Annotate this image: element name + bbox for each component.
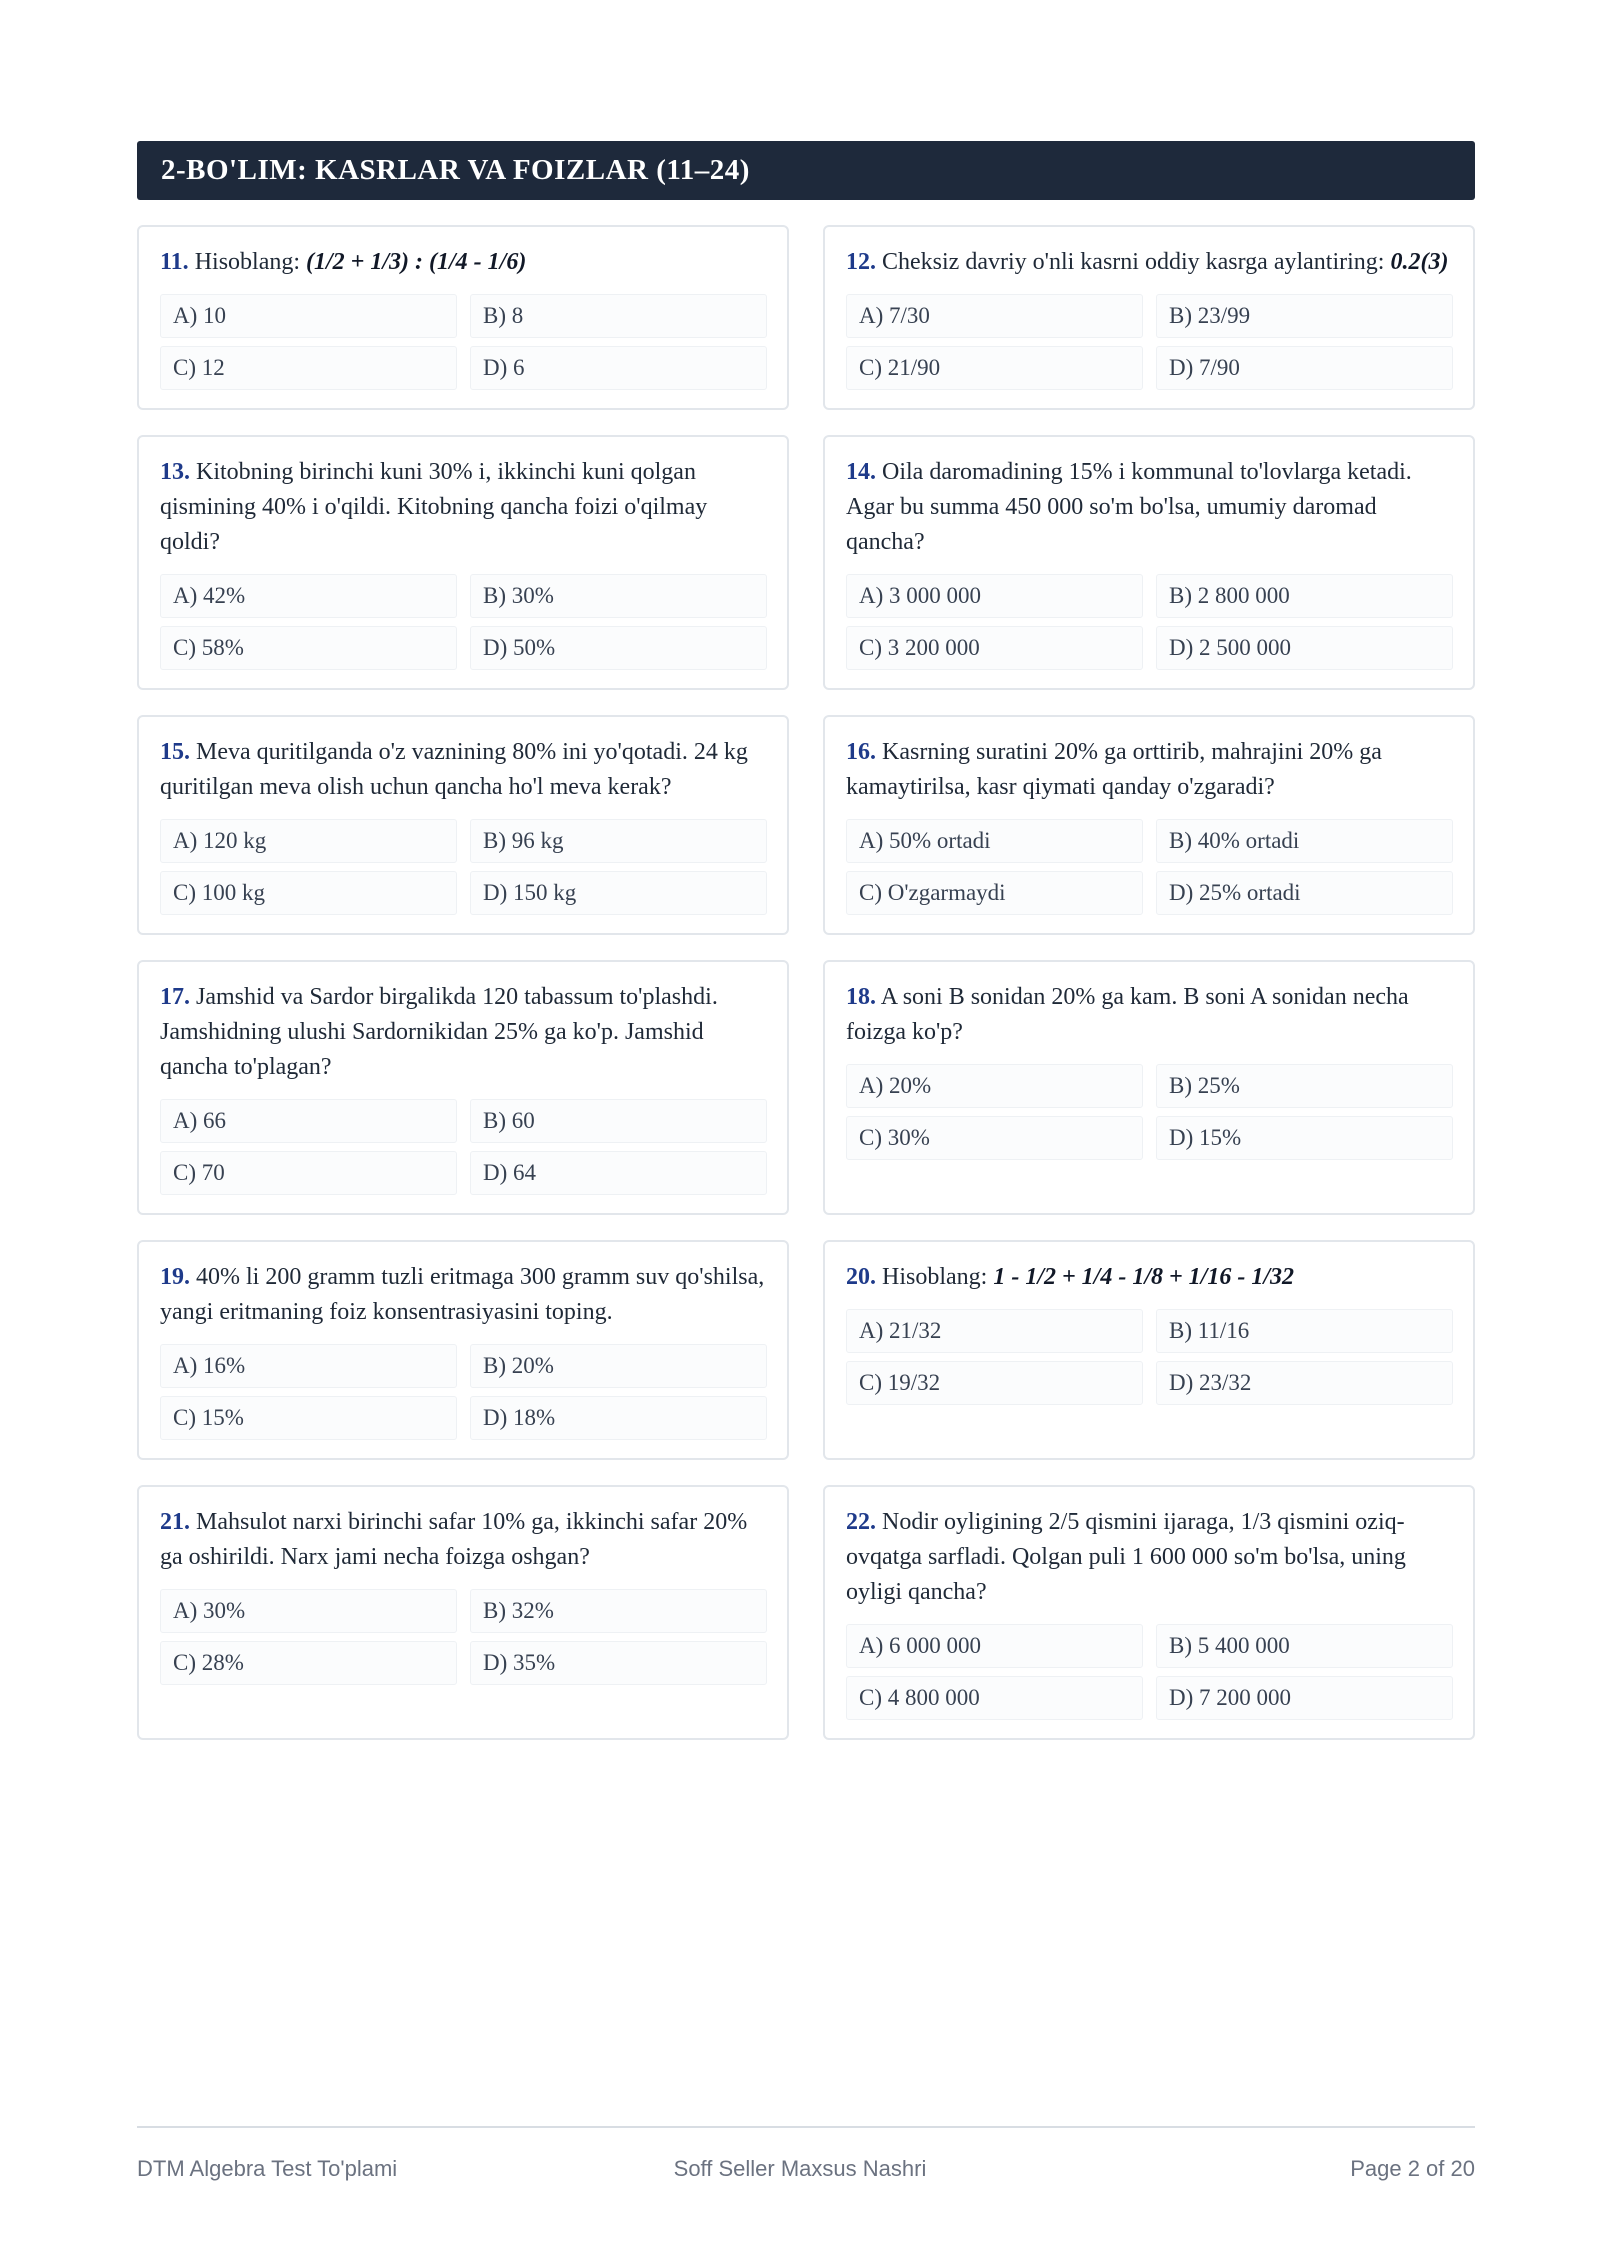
question-text [160, 1505, 767, 1575]
question-text [846, 735, 1453, 805]
question-text [846, 245, 1453, 280]
option-a[interactable]: A) 42% [160, 574, 457, 618]
option-b[interactable]: B) 11/16 [1156, 1309, 1453, 1353]
question-number: 14. [846, 459, 876, 485]
question-body: Kasrning suratini 20% ga orttirib, mahrajini 20% ga kamaytirilsa, kasr qiymati qanday o'zgaradi? [846, 739, 1382, 800]
question-number: 17. [160, 984, 190, 1010]
option-b[interactable]: B) 8 [470, 294, 767, 338]
footer-divider [137, 2126, 1475, 2128]
answer-options [846, 1309, 1453, 1405]
option-c[interactable]: C) 70 [160, 1151, 457, 1195]
footer-left-text: DTM Algebra Test To'plami [137, 2156, 398, 2181]
question-card [823, 960, 1475, 1215]
question-card [823, 1485, 1475, 1740]
option-c[interactable]: C) 58% [160, 626, 457, 670]
question-body: Mahsulot narxi birinchi safar 10% ga, ikkinchi safar 20% ga oshirildi. Narx jami necha foizga oshgan? [160, 1509, 748, 1570]
option-a[interactable]: A) 30% [160, 1589, 457, 1633]
question-number: 22. [846, 1509, 876, 1535]
option-b[interactable]: B) 5 400 000 [1156, 1624, 1453, 1668]
question-expression: 1 - 1/2 + 1/4 - 1/8 + 1/16 - 1/32 [993, 1264, 1294, 1290]
question-number: 19. [160, 1264, 190, 1290]
option-b[interactable]: B) 25% [1156, 1064, 1453, 1108]
option-c[interactable]: C) 4 800 000 [846, 1676, 1143, 1720]
question-number: 20. [846, 1264, 876, 1290]
option-c[interactable]: C) 28% [160, 1641, 457, 1685]
option-c[interactable]: C) 12 [160, 346, 457, 390]
question-body: Oila daromadining 15% i kommunal to'lovlarga ketadi. Agar bu summa 450 000 so'm bo'lsa, umumiy daromad qancha? [846, 459, 1412, 555]
answer-options [846, 1064, 1453, 1160]
section-title: 2-BO'LIM: KASRLAR VA FOIZLAR (11–24) [137, 141, 1475, 200]
question-text [160, 1260, 767, 1330]
question-body: Cheksiz davriy o'nli kasrni oddiy kasrga aylantiring: [882, 249, 1391, 275]
option-c[interactable]: C) 3 200 000 [846, 626, 1143, 670]
question-card [823, 435, 1475, 690]
option-d[interactable]: D) 15% [1156, 1116, 1453, 1160]
question-card [137, 435, 789, 690]
footer-center-text: Soff Seller Maxsus Nashri [673, 2156, 927, 2181]
question-text [846, 980, 1453, 1050]
option-d[interactable]: D) 6 [470, 346, 767, 390]
option-c[interactable]: C) 100 kg [160, 871, 457, 915]
question-card [137, 1485, 789, 1740]
option-d[interactable]: D) 23/32 [1156, 1361, 1453, 1405]
question-card [823, 225, 1475, 410]
question-body: A soni B sonidan 20% ga kam. B soni A sonidan necha foizga ko'p? [846, 984, 1409, 1045]
option-b[interactable]: B) 60 [470, 1099, 767, 1143]
answer-options [160, 819, 767, 915]
answer-options [846, 574, 1453, 670]
question-number: 18. [846, 984, 876, 1010]
option-c[interactable]: C) 19/32 [846, 1361, 1143, 1405]
option-d[interactable]: D) 18% [470, 1396, 767, 1440]
option-b[interactable]: B) 23/99 [1156, 294, 1453, 338]
option-d[interactable]: D) 7 200 000 [1156, 1676, 1453, 1720]
option-a[interactable]: A) 50% ortadi [846, 819, 1143, 863]
question-body: Nodir oyligining 2/5 qismini ijaraga, 1/3 qismini oziq-ovqatga sarfladi. Qolgan puli 1 600 000 so'm bo'lsa, uning oyligi qancha? [846, 1509, 1406, 1605]
option-d[interactable]: D) 35% [470, 1641, 767, 1685]
question-card [137, 960, 789, 1215]
option-a[interactable]: A) 20% [846, 1064, 1143, 1108]
option-b[interactable]: B) 32% [470, 1589, 767, 1633]
answer-options [846, 294, 1453, 390]
option-d[interactable]: D) 150 kg [470, 871, 767, 915]
option-a[interactable]: A) 3 000 000 [846, 574, 1143, 618]
question-text [160, 455, 767, 560]
question-number: 11. [160, 249, 189, 275]
answer-options [160, 1099, 767, 1195]
question-text [846, 1505, 1453, 1610]
question-text [846, 1260, 1453, 1295]
option-b[interactable]: B) 20% [470, 1344, 767, 1388]
option-d[interactable]: D) 25% ortadi [1156, 871, 1453, 915]
question-body: Hisoblang: [882, 1264, 994, 1290]
question-expression: (1/2 + 1/3) : (1/4 - 1/6) [306, 249, 527, 275]
question-card [137, 225, 789, 410]
option-d[interactable]: D) 50% [470, 626, 767, 670]
question-text [160, 735, 767, 805]
answer-options [160, 1589, 767, 1685]
question-body: Meva quritilganda o'z vaznining 80% ini yo'qotadi. 24 kg quritilgan meva olish uchun qancha ho'l meva kerak? [160, 739, 748, 800]
question-card [823, 1240, 1475, 1460]
answer-options [846, 819, 1453, 915]
option-c[interactable]: C) 30% [846, 1116, 1143, 1160]
option-d[interactable]: D) 7/90 [1156, 346, 1453, 390]
option-a[interactable]: A) 21/32 [846, 1309, 1143, 1353]
question-number: 13. [160, 459, 190, 485]
option-a[interactable]: A) 10 [160, 294, 457, 338]
option-c[interactable]: C) 15% [160, 1396, 457, 1440]
option-b[interactable]: B) 40% ortadi [1156, 819, 1453, 863]
option-b[interactable]: B) 2 800 000 [1156, 574, 1453, 618]
question-body: Hisoblang: [194, 249, 307, 275]
option-b[interactable]: B) 96 kg [470, 819, 767, 863]
option-d[interactable]: D) 2 500 000 [1156, 626, 1453, 670]
question-expression: 0.2(3) [1390, 249, 1449, 275]
answer-options [160, 574, 767, 670]
option-a[interactable]: A) 16% [160, 1344, 457, 1388]
question-number: 12. [846, 249, 876, 275]
question-number: 16. [846, 739, 876, 765]
option-a[interactable]: A) 7/30 [846, 294, 1143, 338]
option-c[interactable]: C) 21/90 [846, 346, 1143, 390]
answer-options [846, 1624, 1453, 1720]
question-number: 21. [160, 1509, 190, 1535]
question-body: 40% li 200 gramm tuzli eritmaga 300 gramm suv qo'shilsa, yangi eritmaning foiz konsentrasiyasini toping. [160, 1264, 765, 1325]
question-body: Kitobning birinchi kuni 30% i, ikkinchi kuni qolgan qismining 40% i o'qildi. Kitobning qancha foizi o'qilmay qoldi? [160, 459, 708, 555]
answer-options [160, 1344, 767, 1440]
question-text [846, 455, 1453, 560]
footer-page-number: Page 2 of 20 [1350, 2156, 1475, 2181]
answer-options [160, 294, 767, 390]
question-card [137, 715, 789, 935]
question-grid [137, 225, 1475, 1740]
question-text [160, 980, 767, 1085]
option-c[interactable]: C) O'zgarmaydi [846, 871, 1143, 915]
option-a[interactable]: A) 6 000 000 [846, 1624, 1143, 1668]
question-text [160, 245, 767, 280]
option-a[interactable]: A) 66 [160, 1099, 457, 1143]
option-b[interactable]: B) 30% [470, 574, 767, 618]
option-a[interactable]: A) 120 kg [160, 819, 457, 863]
question-card [137, 1240, 789, 1460]
option-d[interactable]: D) 64 [470, 1151, 767, 1195]
question-card [823, 715, 1475, 935]
question-body: Jamshid va Sardor birgalikda 120 tabassum to'plashdi. Jamshidning ulushi Sardornikidan 25% ga ko'p. Jamshid qancha to'plagan? [160, 984, 718, 1080]
question-number: 15. [160, 739, 190, 765]
